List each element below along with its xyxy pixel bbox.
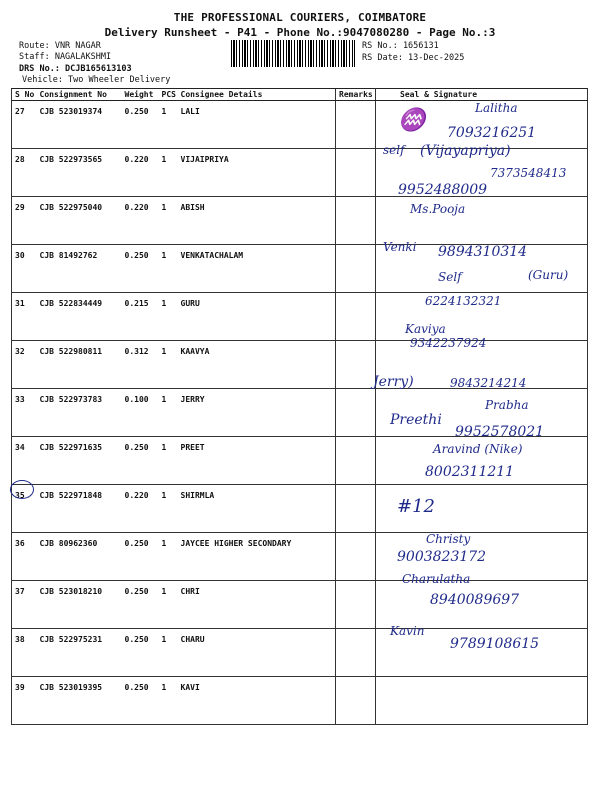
rs-number: RS No.: 1656131 [362, 41, 439, 51]
table-row [12, 677, 588, 725]
row-remarks [336, 101, 376, 149]
handwritten-name: Aravind (Nike) [433, 442, 523, 456]
handwritten-name: Charulatha [402, 572, 471, 586]
row-remarks [336, 437, 376, 485]
handwritten-phone: 6224132321 [425, 294, 502, 308]
row-weight: 0.220 [122, 197, 159, 245]
col-consignee: Consignee Details [178, 89, 336, 101]
row-sno: 32 [12, 341, 37, 389]
row-pcs: 1 [159, 629, 178, 677]
row-remarks [336, 581, 376, 629]
row-sno: 31 [12, 293, 37, 341]
row-sno: 38 [12, 629, 37, 677]
signature-scribble: ♒ [398, 108, 426, 133]
row-consignment: CJB 522975040 [37, 197, 122, 245]
handwritten-name: Prabha [485, 398, 529, 412]
row-remarks [336, 293, 376, 341]
handwritten-phone: 7373548413 [490, 166, 567, 180]
row-consignee: KAVI [178, 677, 336, 725]
row-weight: 0.100 [122, 389, 159, 437]
row-consignee: CHARU [178, 629, 336, 677]
handwritten-name: Lalitha [475, 101, 518, 115]
row-consignment: CJB 522971635 [37, 437, 122, 485]
row-weight: 0.250 [122, 677, 159, 725]
row-sno: 36 [12, 533, 37, 581]
row-consignment: CJB 80962360 [37, 533, 122, 581]
company-title: THE PROFESSIONAL COURIERS, COIMBATORE [173, 11, 427, 24]
handwritten-phone: 9003823172 [397, 549, 487, 565]
staff-label: Staff: NAGALAKSHMI [19, 52, 112, 62]
row-signature [376, 677, 588, 725]
row-pcs: 1 [159, 389, 178, 437]
barcode-image [231, 40, 355, 67]
row-sno: 30 [12, 245, 37, 293]
row-consignee: JAYCEE HIGHER SECONDARY [178, 533, 336, 581]
row-weight: 0.250 [122, 437, 159, 485]
row-weight: 0.312 [122, 341, 159, 389]
row-remarks [336, 677, 376, 725]
table-row [12, 197, 588, 245]
row-weight: 0.220 [122, 149, 159, 197]
row-consignment: CJB 523019374 [37, 101, 122, 149]
row-consignee: JERRY [178, 389, 336, 437]
row-pcs: 1 [159, 485, 178, 533]
row-consignee: ABISH [178, 197, 336, 245]
row-pcs: 1 [159, 149, 178, 197]
table-row [12, 485, 588, 533]
row-weight: 0.215 [122, 293, 159, 341]
row-sno: 37 [12, 581, 37, 629]
handwritten-name: (Vijayapriya) [420, 143, 511, 159]
handwritten-phone: 9843214214 [450, 376, 527, 390]
drs-label: DRS No.: DCJB165613103 [19, 64, 132, 74]
col-remarks: Remarks [336, 89, 376, 101]
handwritten-self: Self [438, 270, 462, 284]
row-consignment: CJB 522834449 [37, 293, 122, 341]
row-sno: 39 [12, 677, 37, 725]
signature-scribble: Preethi [390, 412, 442, 428]
row-pcs: 1 [159, 581, 178, 629]
row-consignee: CHRI [178, 581, 336, 629]
row-remarks [336, 533, 376, 581]
row-pcs: 1 [159, 293, 178, 341]
row-remarks [336, 149, 376, 197]
row-remarks [336, 389, 376, 437]
row-consignee: LALI [178, 101, 336, 149]
handwritten-phone: 8940089697 [430, 592, 520, 608]
runsheet-subtitle: Delivery Runsheet - P41 - Phone No.:9047080280 - Page No.:3 [104, 26, 496, 39]
row-signature [376, 197, 588, 245]
row-consignee: SHIRMLA [178, 485, 336, 533]
signature-scribble: #12 [397, 496, 435, 517]
handwritten-phone: 9952488009 [398, 182, 488, 198]
row-weight: 0.220 [122, 485, 159, 533]
row-consignment: CJB 522973565 [37, 149, 122, 197]
handwritten-phone: 8002311211 [425, 464, 515, 480]
row-pcs: 1 [159, 677, 178, 725]
handwritten-phone: 7093216251 [447, 125, 537, 141]
row-consignment: CJB 523019395 [37, 677, 122, 725]
row-consignment: CJB 522971848 [37, 485, 122, 533]
handwritten-name: Jerry) [373, 374, 414, 390]
row-weight: 0.250 [122, 629, 159, 677]
row-sno: 29 [12, 197, 37, 245]
handwritten-name: Christy [426, 532, 471, 546]
handwritten-phone: 9952578021 [455, 424, 545, 440]
row-sno: 28 [12, 149, 37, 197]
row-consignment: CJB 522980811 [37, 341, 122, 389]
table-row [12, 533, 588, 581]
rs-date: RS Date: 13-Dec-2025 [362, 53, 465, 63]
handwritten-self: self [383, 143, 405, 157]
handwritten-name: Ms.Pooja [410, 202, 466, 216]
row-consignment: CJB 81492762 [37, 245, 122, 293]
row-sno: 33 [12, 389, 37, 437]
col-signature: Seal & Signature [376, 89, 588, 101]
row-remarks [336, 341, 376, 389]
row-consignee: GURU [178, 293, 336, 341]
row-weight: 0.250 [122, 581, 159, 629]
row-sno: 34 [12, 437, 37, 485]
route-label: Route: VNR NAGAR [19, 41, 101, 51]
row-consignee: VIJAIPRIYA [178, 149, 336, 197]
row-consignee: VENKATACHALAM [178, 245, 336, 293]
row-pcs: 1 [159, 533, 178, 581]
row-pcs: 1 [159, 197, 178, 245]
vehicle-label: Vehicle: Two Wheeler Delivery [22, 75, 171, 85]
row-sno: 35 [12, 485, 37, 533]
row-pcs: 1 [159, 245, 178, 293]
col-pcs: PCS [159, 89, 178, 101]
row-sno: 27 [12, 101, 37, 149]
row-pcs: 1 [159, 341, 178, 389]
col-consignment: Consignment No [37, 89, 122, 101]
row-pcs: 1 [159, 437, 178, 485]
signature-scribble: Venki [383, 240, 417, 254]
handwritten-name: (Guru) [528, 268, 569, 282]
row-remarks [336, 245, 376, 293]
row-pcs: 1 [159, 101, 178, 149]
row-remarks [336, 197, 376, 245]
row-weight: 0.250 [122, 245, 159, 293]
handwritten-phone: 9894310314 [438, 244, 528, 260]
row-remarks [336, 485, 376, 533]
row-consignment: CJB 522973783 [37, 389, 122, 437]
col-sno: S No [12, 89, 37, 101]
handwritten-phone: 9342237924 [410, 336, 487, 350]
handwritten-name: Kavin [390, 624, 425, 638]
row-consignee: PREET [178, 437, 336, 485]
handwritten-name: Kaviya [405, 322, 446, 336]
row-consignee: KAAVYA [178, 341, 336, 389]
ink-circle-mark [10, 480, 34, 499]
row-consignment: CJB 522975231 [37, 629, 122, 677]
row-weight: 0.250 [122, 533, 159, 581]
row-weight: 0.250 [122, 101, 159, 149]
row-consignment: CJB 523018210 [37, 581, 122, 629]
handwritten-phone: 9789108615 [450, 636, 540, 652]
row-remarks [336, 629, 376, 677]
table-header-row [12, 89, 588, 101]
col-weight: Weight [122, 89, 159, 101]
